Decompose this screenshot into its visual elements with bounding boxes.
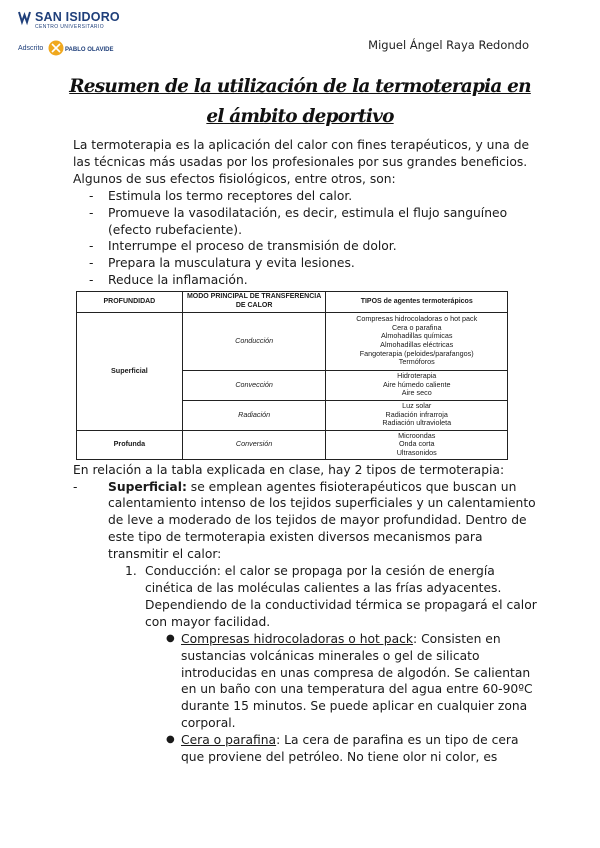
logo-subtitle: CENTRO UNIVERSITARIO bbox=[35, 24, 105, 30]
san-isidoro-emblem-icon bbox=[18, 10, 31, 24]
types-cell: Compresas hidrocoladoras o hot pack Cera o parafina Almohadillas químicas Almohadillas eléctricas Fangoterapia (peloides/parafangos) Termóforos bbox=[326, 312, 508, 370]
thermotherapy-table bbox=[76, 291, 508, 460]
logo-adscrito: Adscrito bbox=[18, 44, 44, 52]
types-cell: Hidroterapia Aire húmedo caliente Aire seco bbox=[326, 370, 508, 400]
intro-paragraph: La termoterapia es la aplicación del calor con fines terapéuticos, y una de las técnicas más usadas por los profesionales por sus grandes beneficios. Algunos de sus efectos fisiológicos, entre otros, son: bbox=[73, 138, 530, 186]
olavide-logo-text: PABLO OLAVIDE bbox=[65, 47, 114, 53]
compresas-label: Compresas hidrocoladoras o hot pack bbox=[181, 631, 414, 646]
table-header: TIPOS de agentes termoterápicos bbox=[326, 292, 508, 312]
title-line-1: Resumen de la utilización de la termoterapia en bbox=[69, 76, 531, 97]
mode-cell: Radiación bbox=[182, 400, 326, 430]
list-item: - Promueve la vasodilatación, es decir, estimula el flujo sanguíneo (efecto rubefaciente). bbox=[89, 205, 543, 239]
bullet-icon: ● bbox=[166, 734, 175, 746]
depth-profunda: Profunda bbox=[77, 430, 183, 459]
conduccion-marker: 1. bbox=[125, 564, 137, 579]
mode-cell: Convección bbox=[182, 370, 326, 400]
effects-list bbox=[73, 188, 543, 289]
document-title bbox=[60, 72, 540, 132]
depth-superficial: Superficial bbox=[77, 312, 183, 430]
superficial-item: - Superficial: se emplean agentes fisioterapéuticos que buscan un calentamiento intenso de los tejidos superficiales y un calentamiento de leve a moderado de los tejidos de mayor profundidad. Dentro de este tipo de termoterapia existen diversos mecanismos para transmitir el calor: bbox=[73, 479, 536, 562]
relation-paragraph: En relación a la tabla explicada en clase, hay 2 tipos de termoterapia: bbox=[73, 462, 505, 477]
mode-cell: Conducción bbox=[182, 312, 326, 370]
cera-item bbox=[73, 732, 543, 766]
list-item: - Interrumpe el proceso de transmisión de dolor. bbox=[89, 238, 543, 255]
list-item: - Estimula los termo receptores del calor. bbox=[89, 188, 543, 205]
institution-logo bbox=[18, 10, 138, 57]
document-body bbox=[73, 137, 543, 766]
cera-text: : La cera de parafina es un tipo de cera que proviene del petróleo. No tiene olor ni color, es bbox=[181, 733, 519, 765]
superficial-text: se emplean agentes fisioterapéuticos que buscan un calentamiento intenso de los tejidos superficiales y un calentamiento de leve a moderado de los tejidos de mayor profundidad. Dentro de este tipo de termoterapia existen diversos mecanismos para transmitir el calor: bbox=[108, 479, 536, 562]
author-name: Miguel Ángel Raya Redondo bbox=[368, 38, 529, 52]
list-item: - Prepara la musculatura y evita lesiones. bbox=[89, 255, 543, 272]
compresas-text: : Consisten en sustancias volcánicas minerales o gel de silicato introducidas en unas compresa de algodón. Se calientan en un baño con una temperatura del agua entre 60-90ºC durante 15 minutos. Se puede aplicar en cualquier zona corporal. bbox=[181, 631, 533, 731]
logo-name: SAN ISIDORO bbox=[35, 10, 120, 24]
table-header: MODO PRINCIPAL DE TRANSFERENCIA DE CALOR bbox=[182, 292, 326, 312]
types-cell: Microondas Onda corta Ultrasonidos bbox=[326, 430, 508, 459]
title-line-2: el ámbito deportivo bbox=[206, 106, 394, 127]
conduccion-item bbox=[73, 563, 543, 631]
table-header: PROFUNDIDAD bbox=[77, 292, 183, 312]
mode-cell: Conversión bbox=[182, 430, 326, 459]
superficial-label: Superficial: bbox=[108, 479, 187, 494]
conduccion-text: Conducción: el calor se propaga por la cesión de energía cinética de las moléculas calientes a las frías adyacentes. Dependiendo de la conductividad térmica se propagará el calor con mayor facilidad. bbox=[145, 564, 537, 629]
olavide-logo-icon bbox=[48, 39, 114, 57]
bullet-icon: ● bbox=[166, 632, 175, 644]
cera-label: Cera o parafina bbox=[181, 733, 277, 748]
types-cell: Luz solar Radiación infrarroja Radiación ultravioleta bbox=[326, 400, 508, 430]
compresas-item bbox=[73, 631, 543, 732]
list-item: - Reduce la inflamación. bbox=[89, 272, 543, 289]
